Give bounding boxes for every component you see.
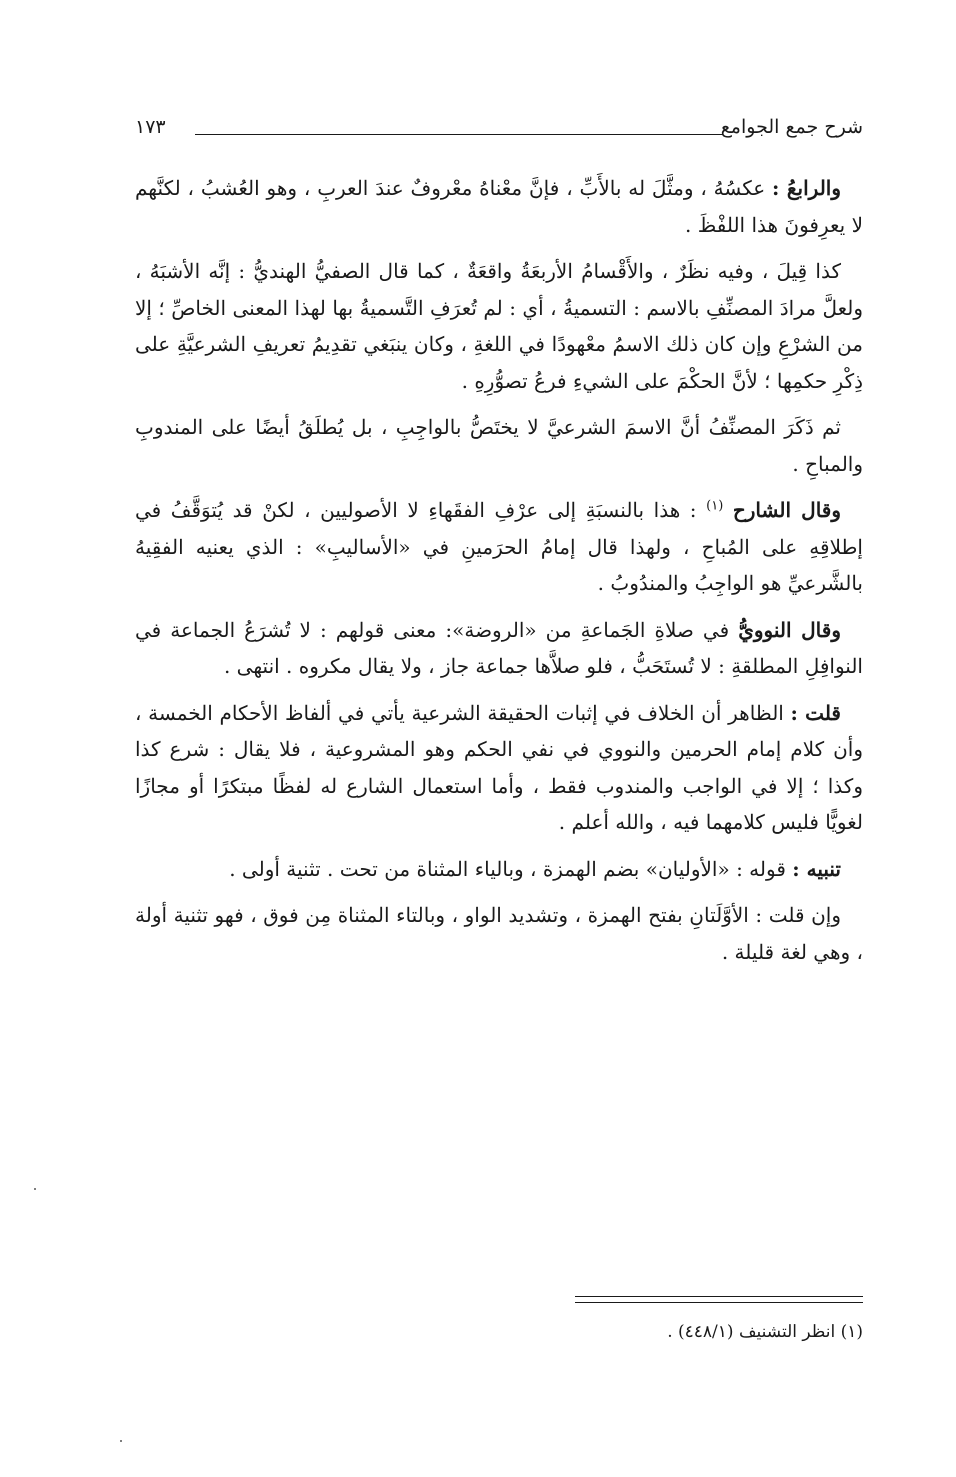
paragraph (135, 253, 863, 399)
paragraph (135, 409, 863, 482)
body-text (135, 170, 863, 980)
footnote: (١) انظر التشنيف (٤٤٨/١) . (667, 1322, 863, 1342)
paragraph-lead: وقال الشارح (732, 498, 842, 522)
header-title: شرح جمع الجوامع (720, 116, 863, 138)
page-number: ١٧٣ (135, 116, 166, 138)
paragraph (135, 851, 863, 888)
running-header (135, 112, 863, 148)
scan-speck (120, 1440, 122, 1442)
paragraph-text: ثم ذَكَرَ المصنِّفُ أنَّ الاسمَ الشرعيَّ لا يختَصُّ بالواجِبِ ، بل يُطلَقُ أيضًا على المندوبِ والمباحِ . (135, 415, 863, 476)
paragraph-lead: تنبيه : (792, 856, 841, 881)
paragraph-text: قوله : «الأوليان» بضم الهمزة ، وبالياء المثناة من تحت . تثنية أولى . (229, 856, 793, 881)
paragraph-text: وإن قلت : الأوَّلَتانِ بفتح الهمزة ، وتشديد الواو ، وبالتاء المثناة مِن فوق ، فهو تثنية أولة ، وهي لغة قليلة . (135, 903, 863, 964)
paragraph-text: في صلاةِ الجَماعةِ من «الروضة»: معنى قولهم : لا تُشرَعُ الجماعة في النوافِلِ المطلقةِ : لا تُستَحَبُّ ، فلو صلاَّها جماعة جاز ، ولا يقال مكروه . انتهى . (135, 617, 863, 678)
paragraph-text: : هذا بالنسبَةِ إلى عرْفِ الفقَهاءِ لا الأصوليين ، لكنْ قد يُتوَقَّفُ في إطلاقِهِ على المُباحِ ، ولهذا قال إمامُ الحرَمينِ في «الأساليبِ» : الذي يعنيه الفقِيهُ بالشَّرعيِّ هو الواجِبُ والمندُوبُ . (135, 498, 863, 595)
paragraph (135, 695, 863, 841)
footnote-divider (575, 1296, 863, 1297)
paragraph-text: كذا قِيلَ ، وفيه نظَرٌ ، والأَقْسامُ الأربعَةُ واقعَةٌ ، كما قال الصفيُّ الهنديُّ : إنَّه الأشبَهُ ، ولعلَّ مرادَ المصنِّفِ بالاسم : التسميةُ ، أي : لم تُعرَفِ التَّسميةُ بها لهذا المعنى الخاصِّ ؛ إلا من الشرْعِ وإن كان ذلك الاسمُ معْهودًا في اللغةِ ، وكان ينبَغي تقدِيمُ تعريفِ الشرعيَّةِ على ذِكْرِ حكمِها ؛ لأنَّ الحكْمَ على الشيءِ فرعُ تصوُّرِهِ . (135, 259, 863, 393)
footnote-divider (575, 1302, 863, 1303)
paragraph-text: عكسُهُ ، ومثَّلَ له بالأَبِّ ، فإنَّ معْناهُ معْروفٌ عندَ العربِ ، وهو العُشبُ ، لكنَّهم لا يعرِفونَ هذا اللفْظَ . (135, 176, 863, 237)
paragraph (135, 612, 863, 685)
paragraph (135, 492, 863, 602)
paragraph-lead: والرابعُ : (772, 176, 842, 200)
footnotes (135, 1318, 863, 1346)
paragraph-lead: وقال النوويُّ (738, 617, 841, 642)
paragraph (135, 170, 863, 243)
footnote-reference[interactable]: (١) (706, 498, 724, 514)
paragraph-lead: قلت : (790, 700, 841, 725)
paragraph-text: الظاهر أن الخلاف في إثبات الحقيقة الشرعية يأتي في ألفاظ الأحكام الخمسة ، وأن كلام إمام الحرمين والنووي في نفي الحكم وهو المشروعية ، فلا يقال : شرع كذا وكذا ؛ إلا في الواجب والمندوب فقط ، وأما استعمال الشارع له لفظًا مبتكرًا أو مجازًا لغويًّا فليس كلامهما فيه ، والله أعلم . (135, 700, 863, 834)
paragraph (135, 897, 863, 970)
header-rule (195, 134, 723, 135)
scan-speck (34, 1188, 36, 1190)
